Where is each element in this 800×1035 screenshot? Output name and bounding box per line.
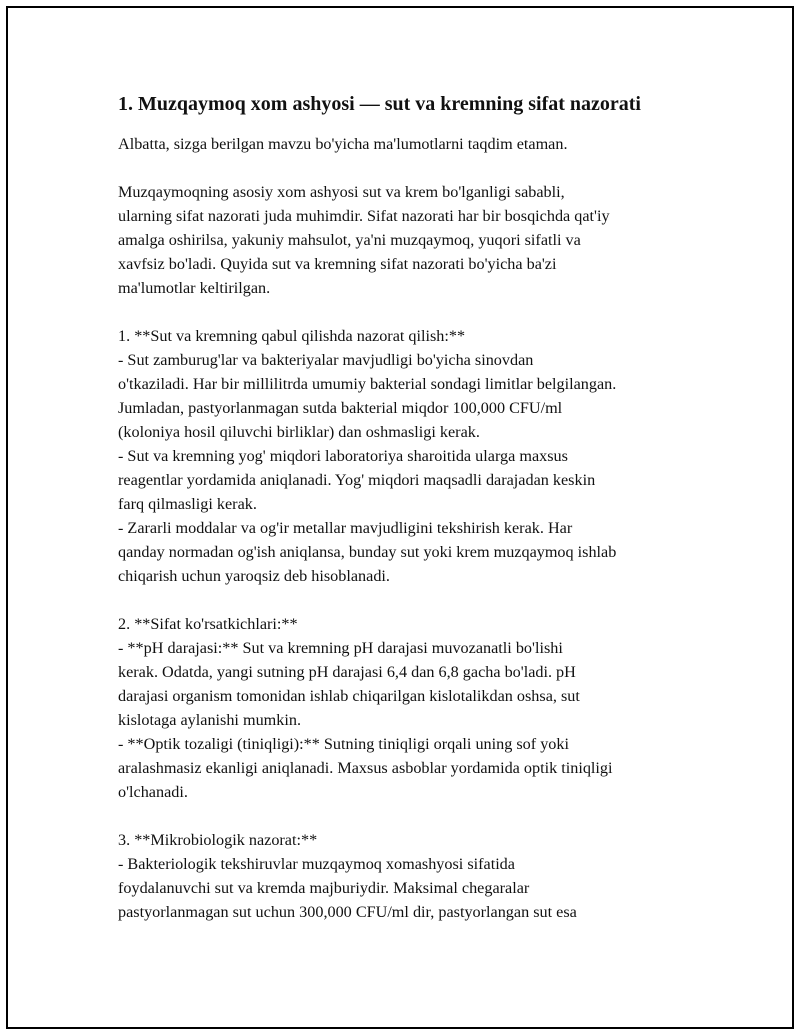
section-microbiological-control: 3. **Mikrobiologik nazorat:** - Bakteriologik tekshiruvlar muzqaymoq xomashyosi sifatida foydalanuvchi sut va kremda majburiydir. Maksimal chegaralar pastyorlanmagan sut uchun 300,000 CFU/ml dir, pastyorlangan sut esa: [118, 831, 577, 921]
document-body: [118, 90, 698, 948]
section-quality-indicators: 2. **Sifat ko'rsatkichlari:** - **pH darajasi:** Sut va kremning pH darajasi muvozanatli bo'lishi kerak. Odatda, yangi sutning pH darajasi 6,4 dan 6,8 gacha bo'ladi. pH darajasi organism tomonidan ishlab chiqarilgan kislotalikdan oshsa, sut kislotaga aylanishi mumkin. - **Optik tozaligi (tiniqligi):** Sutning tiniqligi orqali uning sof yoki aralashmasiz ekanligi aniqlanadi. Maxsus asboblar yordamida optik tiniqligi o'lchanadi.: [118, 615, 613, 801]
intro-paragraph: Albatta, sizga berilgan mavzu bo'yicha ma'lumotlarni taqdim etaman.: [118, 135, 568, 153]
overview-paragraph: Muzqaymoqning asosiy xom ashyosi sut va krem bo'lganligi sababli, ularning sifat nazorati juda muhimdir. Sifat nazorati har bir bosqichda qat'iy amalga oshirilsa, yakuniy mahsulot, ya'ni muzqaymoq, yuqori sifatli va xavfsiz bo'ladi. Quyida sut va kremning sifat nazorati bo'yicha ba'zi ma'lumotlar keltirilgan.: [118, 183, 610, 297]
section-reception-control: 1. **Sut va kremning qabul qilishda nazorat qilish:** - Sut zamburug'lar va bakteriyalar mavjudligi bo'yicha sinovdan o'tkaziladi. Har bir millilitrda umumiy bakterial sondagi limitlar belgilangan. Jumladan, pastyorlanmagan sutda bakterial miqdor 100,000 CFU/ml (koloniya hosil qiluvchi birliklar) dan oshmasligi kerak. - Sut va kremning yog' miqdori laboratoriya sharoitida ularga maxsus reagentlar yordamida aniqlanadi. Yog' miqdori maqsadli darajadan keskin farq qilmasligi kerak. - Zararli moddalar va og'ir metallar mavjudligini tekshirish kerak. Har qanday normadan og'ish aniqlansa, bunday sut yoki krem muzqaymoq ishlab chiqarish uchun yaroqsiz deb hisoblanadi.: [118, 327, 617, 585]
document-title: 1. Muzqaymoq xom ashyosi — sut va kremning sifat nazorati: [118, 93, 641, 115]
